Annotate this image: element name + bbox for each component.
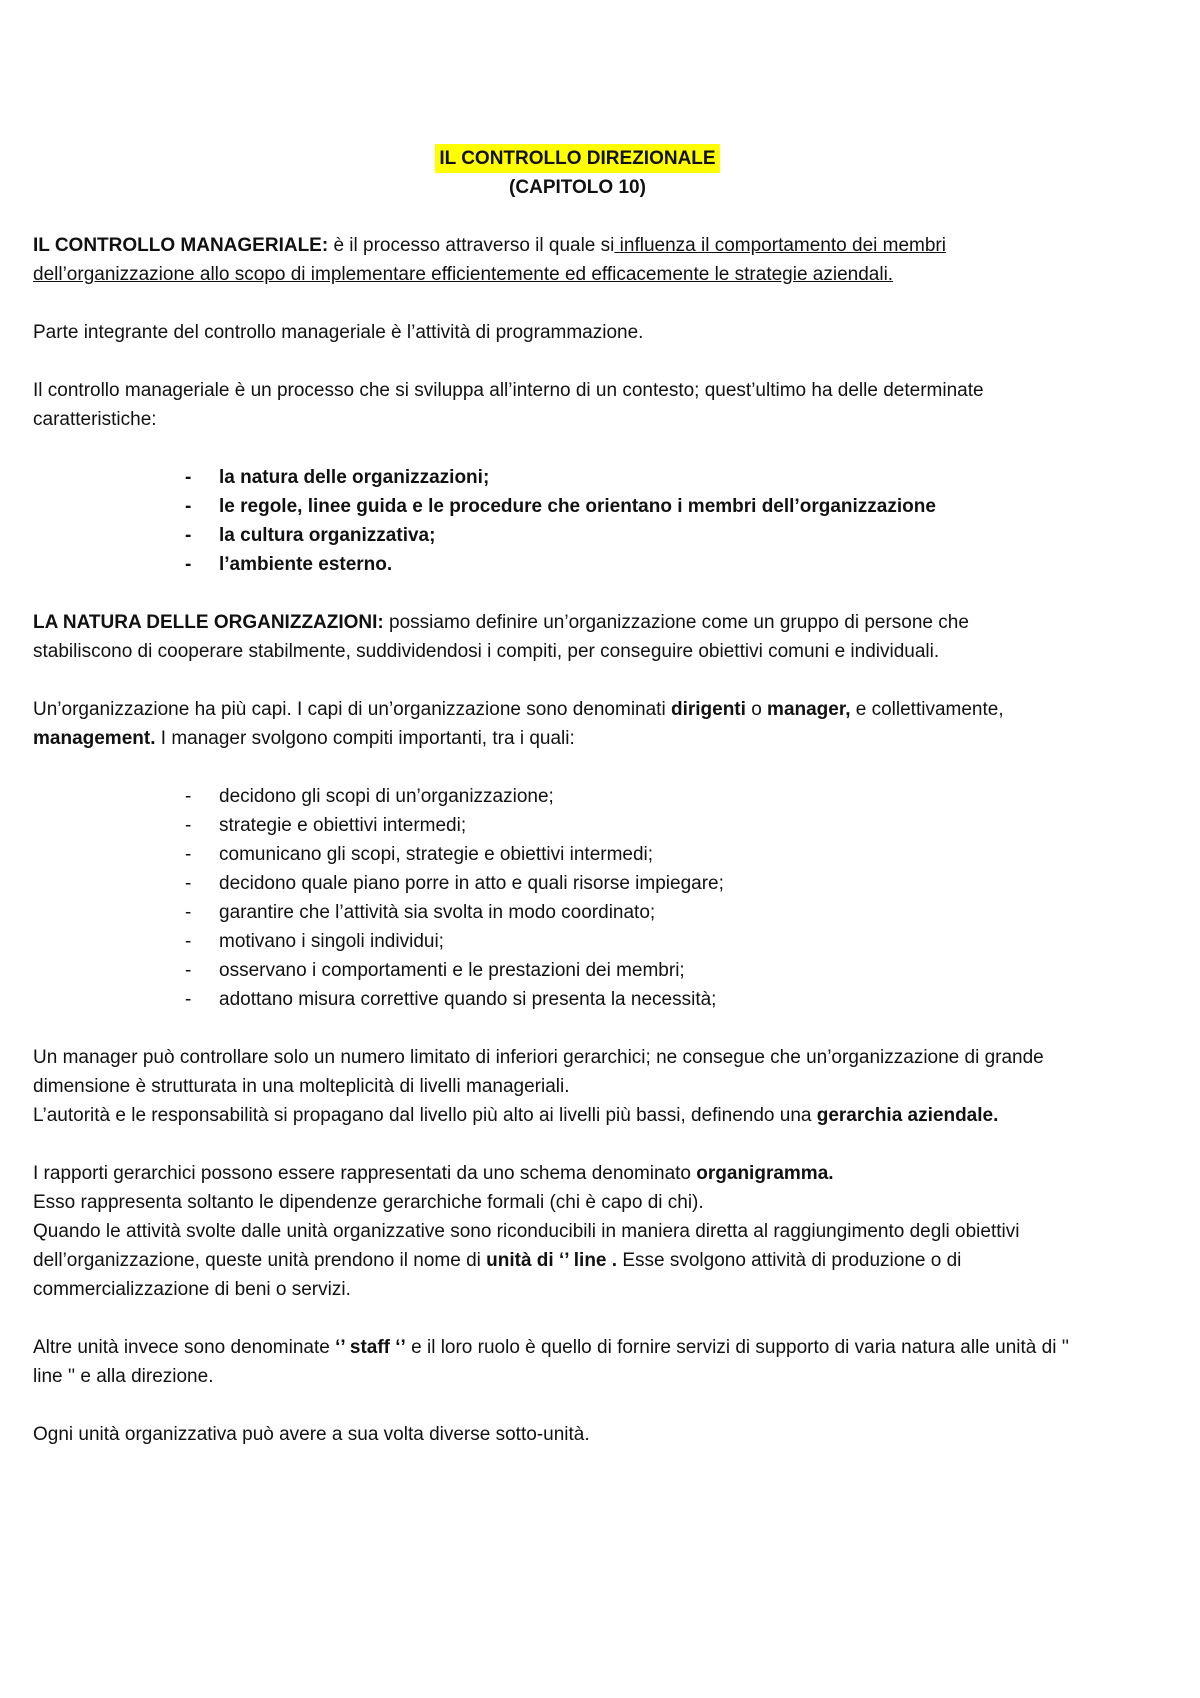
paragraph-text: Un’organizzazione ha più capi. I capi di un’organizzazione sono denominati bbox=[33, 699, 671, 720]
list-caratteristiche bbox=[33, 463, 1073, 579]
dash-bullet: - bbox=[185, 525, 192, 546]
paragraph-text: Altre unità invece sono denominate bbox=[33, 1337, 336, 1358]
list-compiti-manager bbox=[33, 782, 1073, 1014]
list-item bbox=[185, 521, 1073, 550]
paragraph-capi bbox=[33, 695, 1073, 753]
spacer bbox=[33, 753, 1073, 782]
term-organigramma: organigramma. bbox=[696, 1163, 834, 1184]
dash-bullet: - bbox=[185, 815, 192, 836]
document-subtitle: (CAPITOLO 10) bbox=[509, 177, 646, 198]
list-item bbox=[185, 463, 1073, 492]
list-item-text: la cultura organizzativa; bbox=[219, 525, 436, 546]
paragraph-controllo-manageriale bbox=[33, 231, 1073, 289]
spacer bbox=[33, 1130, 1073, 1159]
paragraph-staff bbox=[33, 1333, 1073, 1391]
paragraph-text: e il loro ruolo è quello di fornire servizi di supporto di varia natura alle unità di '' line '' e alla direzione. bbox=[33, 1337, 1069, 1387]
list-item bbox=[185, 550, 1073, 579]
spacer bbox=[33, 579, 1073, 608]
paragraph-text: o bbox=[745, 699, 768, 720]
term-management: management. bbox=[33, 728, 156, 749]
term-staff: ‘’ staff ‘’ bbox=[335, 1337, 406, 1358]
spacer bbox=[33, 289, 1073, 318]
dash-bullet: - bbox=[185, 496, 192, 517]
spacer bbox=[33, 202, 1073, 231]
underlined-definition: influenza il comportamento dei membri dell’organizzazione allo scopo di implementare efficientemente ed efficacemente le strategie aziendali. bbox=[33, 235, 946, 285]
paragraph-sotto-unita: Ogni unità organizzativa può avere a sua volta diverse sotto-unità. bbox=[33, 1424, 590, 1445]
dash-bullet: - bbox=[185, 844, 192, 865]
spacer bbox=[33, 347, 1073, 376]
document-content bbox=[33, 144, 1073, 1449]
term-manager: manager, bbox=[767, 699, 851, 720]
dash-bullet: - bbox=[185, 873, 192, 894]
spacer bbox=[33, 666, 1073, 695]
spacer bbox=[33, 434, 1073, 463]
term-controllo-manageriale: IL CONTROLLO MANAGERIALE: bbox=[33, 235, 329, 256]
paragraph-text: L’autorità e le responsabilità si propagano dal livello più alto ai livelli più bassi, definendo una bbox=[33, 1105, 817, 1126]
spacer bbox=[33, 1014, 1073, 1043]
dash-bullet: - bbox=[185, 902, 192, 923]
paragraph-programmazione: Parte integrante del controllo manageriale è l’attività di programmazione. bbox=[33, 322, 644, 343]
paragraph-dipendenze: Esso rappresenta soltanto le dipendenze gerarchiche formali (chi è capo di chi). bbox=[33, 1192, 704, 1213]
dash-bullet: - bbox=[185, 467, 192, 488]
title-block bbox=[33, 144, 1073, 202]
paragraph-text: e collettivamente, bbox=[850, 699, 1004, 720]
term-natura-organizzazioni: LA NATURA DELLE ORGANIZZAZIONI: bbox=[33, 612, 384, 633]
term-gerarchia-aziendale: gerarchia aziendale. bbox=[816, 1105, 999, 1126]
list-item bbox=[185, 898, 1073, 927]
paragraph-text: Esse svolgono attività di produzione o di commercializzazione di beni o servizi. bbox=[33, 1250, 962, 1300]
list-item-text: comunicano gli scopi, strategie e obiettivi intermedi; bbox=[219, 844, 654, 865]
paragraph-text: Quando le attività svolte dalle unità organizzative sono riconducibili in maniera diretta al raggiungimento degli obiettivi dell’organizzazione, queste unità prendono il nome di bbox=[33, 1221, 1020, 1271]
list-item-text: osservano i comportamenti e le prestazioni dei membri; bbox=[219, 960, 685, 981]
list-item-text: decidono quale piano porre in atto e quali risorse impiegare; bbox=[219, 873, 724, 894]
list-item-text: adottano misura correttive quando si presenta la necessità; bbox=[219, 989, 717, 1010]
list-item bbox=[185, 782, 1073, 811]
paragraph-text: possiamo definire un’organizzazione come un gruppo di persone che stabiliscono di cooperare stabilmente, suddividendosi i compiti, per conseguire obiettivi comuni e individuali. bbox=[33, 612, 969, 662]
term-unita-line: unità di ‘’ line . bbox=[486, 1250, 618, 1271]
paragraph-natura-organizzazioni bbox=[33, 608, 1073, 666]
list-item bbox=[185, 956, 1073, 985]
list-item bbox=[185, 985, 1073, 1014]
list-item-text: l’ambiente esterno. bbox=[219, 554, 393, 575]
term-dirigenti: dirigenti bbox=[670, 699, 746, 720]
dash-bullet: - bbox=[185, 989, 192, 1010]
list-item bbox=[185, 840, 1073, 869]
list-item-text: la natura delle organizzazioni; bbox=[219, 467, 490, 488]
paragraph-contesto: Il controllo manageriale è un processo che si sviluppa all’interno di un contesto; quest’ultimo ha delle determinate caratteristiche: bbox=[33, 380, 984, 430]
paragraph-organigramma bbox=[33, 1159, 1073, 1188]
dash-bullet: - bbox=[185, 960, 192, 981]
paragraph-text: I rapporti gerarchici possono essere rappresentati da uno schema denominato bbox=[33, 1163, 697, 1184]
paragraph-text: I manager svolgono compiti importanti, tra i quali: bbox=[155, 728, 575, 749]
paragraph-livelli-manageriali: Un manager può controllare solo un numero limitato di inferiori gerarchici; ne consegue che un’organizzazione di grande dimensione è strutturata in una molteplicità di livelli manageriali. bbox=[33, 1047, 1044, 1097]
paragraph-gerarchia bbox=[33, 1101, 1073, 1130]
spacer bbox=[33, 1391, 1073, 1420]
paragraph-unita-line bbox=[33, 1217, 1073, 1304]
list-item-text: le regole, linee guida e le procedure che orientano i membri dell’organizzazione bbox=[219, 496, 936, 517]
list-item-text: motivano i singoli individui; bbox=[219, 931, 444, 952]
list-item-text: garantire che l’attività sia svolta in modo coordinato; bbox=[219, 902, 656, 923]
dash-bullet: - bbox=[185, 786, 192, 807]
list-item bbox=[185, 927, 1073, 956]
list-item bbox=[185, 492, 1073, 521]
list-item-text: decidono gli scopi di un’organizzazione; bbox=[219, 786, 554, 807]
spacer bbox=[33, 1304, 1073, 1333]
dash-bullet: - bbox=[185, 554, 192, 575]
document-title: IL CONTROLLO DIREZIONALE bbox=[435, 144, 719, 173]
dash-bullet: - bbox=[185, 931, 192, 952]
list-item-text: strategie e obiettivi intermedi; bbox=[219, 815, 467, 836]
list-item bbox=[185, 869, 1073, 898]
list-item bbox=[185, 811, 1073, 840]
paragraph-text: è il processo attraverso il quale si bbox=[328, 235, 615, 256]
